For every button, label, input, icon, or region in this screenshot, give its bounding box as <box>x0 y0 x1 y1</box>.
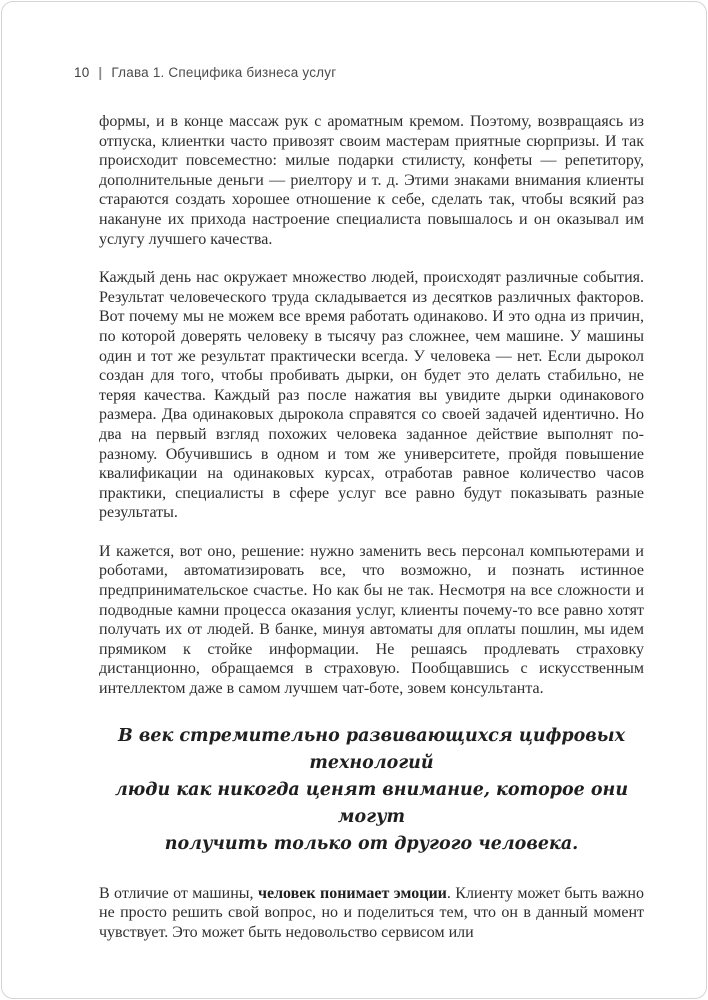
book-page <box>1 1 707 999</box>
paragraph-4 <box>99 884 644 943</box>
paragraph-2: Каждый день нас окружает множество людей, происходят различные события. Результат человеческого труда складывается из десятков различных факторов. Вот почему мы не можем все время работать одинаково. И это одна из причин, по которой доверять человеку в тысячу раз сложнее, чем машине. У машины один и тот же результат практически всегда. У человека — нет. Если дырокол создан для того, чтобы пробивать дырки, он будет это делать стабильно, не теряя качества. Каждый раз после нажатия вы увидите дырки одинакового размера. Два одинаковых дырокола справятся со своей задачей идентично. Но два на первый взгляд похожих человека заданное действие выполнят по-разному. Обучившись в одном и том же университете, пройдя повышение квалификации на одинаковых курсах, отработав равное количество часов практики, специалисты в сфере услуг все равно будут показывать разные результаты. <box>99 269 644 522</box>
paragraph-text: . Клиенту может быть важно не просто решить свой вопрос, но и поделиться тем, что он в данный момент чувствует. Это может быть недовольство сервисом или <box>99 884 644 941</box>
paragraph-text: В отличие от машины, <box>99 884 258 902</box>
page-content <box>99 112 644 961</box>
page-number: 10 <box>74 65 90 80</box>
paragraph-3: И кажется, вот оно, решение: нужно заменить весь персонал компьютерами и роботами, автоматизировать все, что возможно, и познать истинное предпринимательское счастье. Но как бы не так. Несмотря на все сложности и подводные камни процесса оказания услуг, клиенты почему-то все равно хотят получать их от людей. В банке, минуя автоматы для оплаты пошлин, мы идем прямиком к стойке информации. Не решаясь продлевать страховку дистанционно, обращаемся в страховую. Пообщавшись с искусственным интеллектом даже в самом лучшем чат-боте, зовем консультанта. <box>99 542 644 698</box>
chapter-title: Глава 1. Специфика бизнеса услуг <box>111 65 337 80</box>
header-divider: | <box>98 65 103 80</box>
paragraph-bold-text: человек понимает эмоции <box>257 884 447 902</box>
quote-line: В век стремительно развивающихся цифровых технологий <box>117 725 626 773</box>
running-head <box>74 65 336 80</box>
quote-line: получить только от другого человека. <box>164 833 579 854</box>
quote-line: люди как никогда ценят внимание, которое они могут <box>114 779 629 827</box>
pull-quote <box>99 723 644 858</box>
paragraph-1: формы, и в конце массаж рук с ароматным кремом. Поэтому, возвращаясь из отпуска, клиентки часто привозят своим мастерам приятные сюрпризы. И так происходит повсеместно: милые подарки стилисту, конфеты — репетитору, дополнительные деньги — риелтору и т. д. Этими знаками внимания клиенты стараются создать хорошее отношение к себе, сделать так, чтобы всякий раз накануне их прихода настроение специалиста повышалось и он оказывал им услугу лучшего качества. <box>99 113 644 248</box>
